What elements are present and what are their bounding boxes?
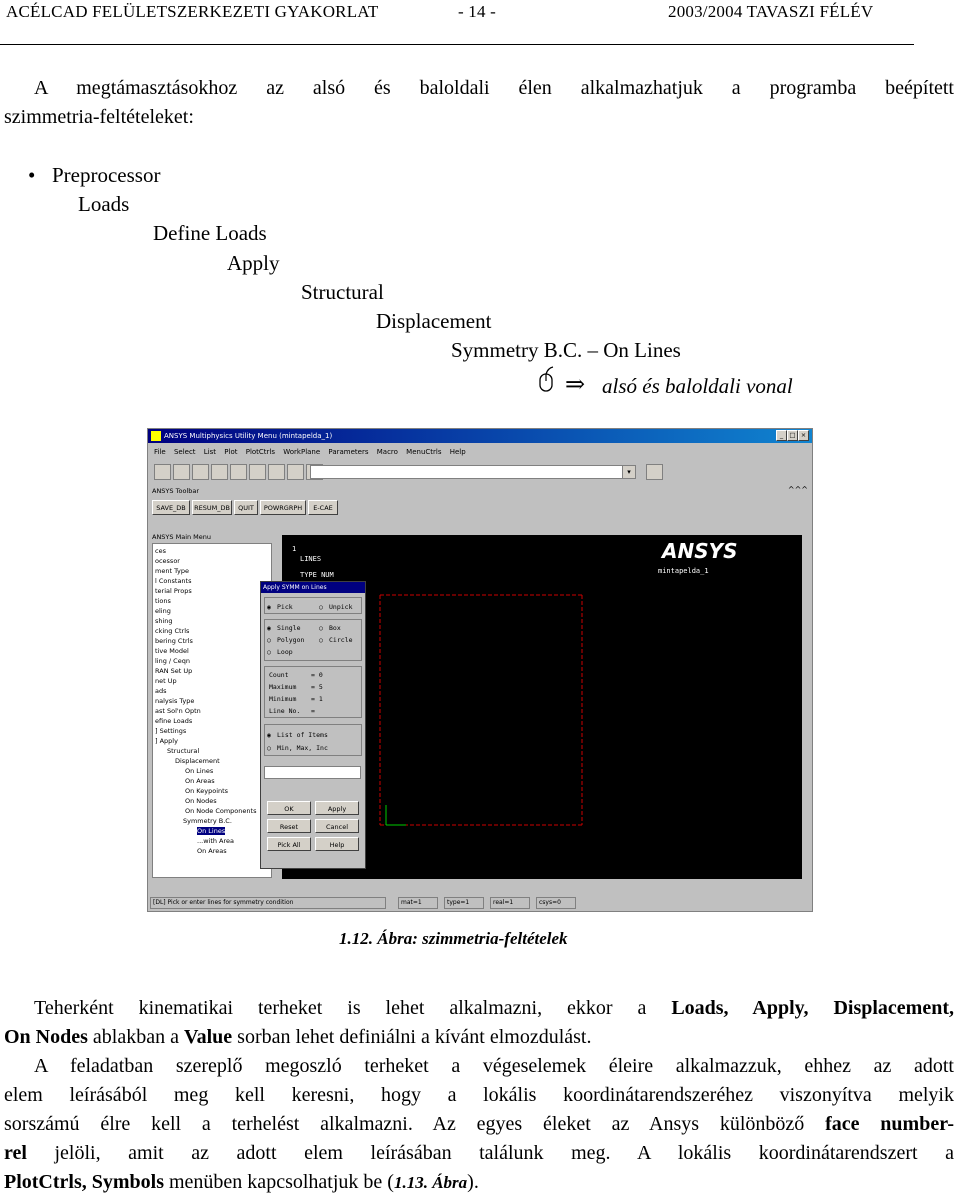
tree-item[interactable]: ling / Ceqn [155, 657, 190, 665]
tree-item[interactable]: ads [155, 687, 167, 695]
body-paragraph-2-line-1: A feladatban szereplő megoszló terheket a végeselemek éleire alkalmazzuk, ehhez az adott [34, 1055, 954, 1077]
tree-item[interactable]: ocessor [155, 557, 180, 565]
help-icon[interactable] [287, 464, 304, 480]
window-controls[interactable] [776, 430, 810, 441]
window-number: 1 [292, 545, 297, 553]
p2-l5a: PlotCtrls, Symbols [4, 1171, 164, 1193]
menu-path-structural: Structural [301, 280, 384, 304]
job-name: mintapelda_1 [658, 567, 709, 575]
circle-label[interactable]: Circle [329, 636, 353, 644]
menu-list[interactable]: List [203, 448, 217, 456]
ansys-logo: ANSYS [662, 539, 738, 563]
plot-label-lines: LINES [300, 555, 322, 563]
tree-item[interactable]: ces [155, 547, 166, 555]
menu-plot[interactable]: Plot [224, 448, 238, 456]
raise-hidden-icon[interactable] [646, 464, 663, 480]
tree-item[interactable]: ast Sol'n Optn [155, 707, 201, 715]
single-label[interactable]: Single [277, 624, 301, 632]
minimum-value: = 1 [311, 695, 323, 703]
tree-item[interactable]: eling [155, 607, 171, 615]
p2-l3a: sorszámú élre kell a terhelést alkalmazni. Az egyes éleket az Ansys különböző [4, 1113, 826, 1135]
header-right: 2003/2004 TAVASZI FÉLÉV [668, 2, 874, 21]
reset-button[interactable]: Reset [267, 819, 311, 833]
body-paragraph-2-line-3 [4, 1110, 954, 1139]
resum-db-button[interactable]: RESUM_DB [192, 500, 232, 515]
menu-file[interactable]: File [154, 448, 166, 456]
apply-button[interactable]: Apply [315, 801, 359, 815]
body-paragraph-1-line-1 [34, 994, 954, 1023]
menu-macro[interactable]: Macro [376, 448, 398, 456]
figure-caption-text: : szimmetria-feltételek [412, 929, 568, 948]
tree-item[interactable]: On Node Components [185, 807, 257, 815]
minimize-button[interactable]: _ [776, 430, 787, 441]
body-paragraph-2-line-4 [4, 1139, 954, 1168]
image-capture-icon[interactable] [249, 464, 266, 480]
header-rule [0, 44, 914, 45]
p2-l4b: jelöli, amit az adott elem leírásában találunk meg. A lokális koordinátarendszert a [26, 1142, 954, 1164]
p2-l3b: face number- [825, 1113, 954, 1135]
new-file-icon[interactable] [154, 464, 171, 480]
p1-c: On Nodes [4, 1026, 88, 1048]
tree-item[interactable]: On Areas [197, 847, 227, 855]
loop-radio-icon[interactable]: ○ [267, 648, 271, 656]
pick-entry-input[interactable] [264, 766, 361, 779]
tree-item[interactable]: ] Settings [155, 727, 187, 735]
loop-label[interactable]: Loop [277, 648, 293, 656]
unpick-radio-icon[interactable]: ○ [319, 603, 323, 611]
header-page-number: - 14 - [458, 2, 497, 21]
menu-path-symmetry: Symmetry B.C. – On Lines [451, 338, 681, 362]
powrgrph-button[interactable]: POWRGRPH [260, 500, 306, 515]
menu-path-pick-text: alsó és baloldali vonal [602, 374, 793, 398]
menu-select[interactable]: Select [173, 448, 196, 456]
tree-item[interactable]: tions [155, 597, 171, 605]
maximum-label: Maximum [269, 683, 297, 691]
maximum-value: = 5 [311, 683, 323, 691]
p2-l5d: ). [467, 1171, 479, 1193]
box-label[interactable]: Box [329, 624, 341, 632]
tree-item[interactable]: Structural [167, 747, 200, 755]
p1-a: Teherként kinematikai terheket is lehet alkalmazni, ekkor a [34, 997, 672, 1019]
menu-bullet: • [28, 163, 36, 187]
ansys-title-bar [148, 429, 812, 443]
hide-icon[interactable] [268, 464, 285, 480]
menu-help[interactable]: Help [449, 448, 466, 456]
count-value: = 0 [311, 671, 323, 679]
polygon-radio-icon[interactable]: ○ [267, 636, 271, 644]
p2-l4a: rel [4, 1142, 27, 1164]
menu-path-displacement: Displacement [376, 309, 492, 333]
mouse-icon [537, 366, 557, 394]
status-prompt: [DL] Pick or enter lines for symmetry condition [150, 897, 386, 909]
p2-l5c: 1.13. Ábra [393, 1173, 468, 1192]
polygon-label[interactable]: Polygon [277, 636, 305, 644]
status-type: type=1 [444, 897, 484, 909]
tree-item[interactable]: ] Apply [155, 737, 178, 745]
save-icon[interactable] [192, 464, 209, 480]
tree-item[interactable]: ...with Area [197, 837, 235, 845]
tree-item[interactable]: shing [155, 617, 173, 625]
intro-line-1: A megtámasztásokhoz az alsó és baloldali élen alkalmazhatjuk a programba beépített [34, 77, 954, 99]
ansys-app-icon [151, 431, 161, 441]
status-real: real=1 [490, 897, 530, 909]
p2-l5b: menüben kapcsolhatjuk be ( [164, 1171, 394, 1193]
ansys-window [147, 428, 813, 912]
pick-dialog-title: Apply SYMM on Lines [261, 582, 365, 593]
minimum-label: Minimum [269, 695, 297, 703]
print-icon[interactable] [230, 464, 247, 480]
menu-plotctrls[interactable]: PlotCtrls [245, 448, 276, 456]
body-paragraph-1-line-2 [4, 1023, 592, 1052]
ansys-title: ANSYS Multiphysics Utility Menu (mintapelda_1) [164, 432, 333, 440]
unpick-label[interactable]: Unpick [329, 603, 353, 611]
line-no-label: Line No. [269, 707, 301, 715]
body-paragraph-2-line-2: elem leírásából meg kell keresni, hogy a lokális koordinátarendszeréhez viszonyítva melyik [4, 1084, 954, 1106]
tree-item[interactable]: On Keypoints [185, 787, 229, 795]
ansys-menu-bar [148, 445, 812, 459]
help-button[interactable]: Help [315, 837, 359, 851]
save-db-button[interactable]: SAVE_DB [152, 500, 190, 515]
single-radio-icon[interactable]: ◉ [267, 624, 271, 632]
ok-button[interactable]: OK [267, 801, 311, 815]
status-mat: mat=1 [398, 897, 438, 909]
tree-item[interactable]: On Areas [185, 777, 215, 785]
tree-item[interactable]: cking Ctrls [155, 627, 190, 635]
close-button[interactable]: × [798, 430, 809, 441]
menu-path-define-loads: Define Loads [153, 221, 267, 245]
pick-dialog [260, 581, 366, 869]
tree-item[interactable]: Displacement [175, 757, 220, 765]
tree-item[interactable]: ment Type [155, 567, 189, 575]
toolbar-title: ANSYS Toolbar [152, 487, 200, 495]
open-file-icon[interactable] [173, 464, 190, 480]
menu-path-preprocessor: Preprocessor [52, 163, 161, 187]
plot-label-type: TYPE NUM [300, 571, 334, 579]
command-input[interactable] [310, 465, 636, 479]
min-max-inc-label[interactable]: Min, Max, Inc [277, 744, 328, 752]
tree-item[interactable]: RAN Set Up [155, 667, 193, 675]
quit-button[interactable]: QUIT [234, 500, 258, 515]
tree-item[interactable]: On Lines [185, 767, 214, 775]
figure-caption [339, 929, 568, 949]
intro-line-2: szimmetria-feltételeket: [4, 106, 194, 128]
status-csys: csys=0 [536, 897, 576, 909]
pick-label[interactable]: Pick [277, 603, 293, 611]
count-label: Count [269, 671, 289, 679]
cancel-button[interactable]: Cancel [315, 819, 359, 833]
pick-all-button[interactable]: Pick All [267, 837, 311, 851]
list-items-label[interactable]: List of Items [277, 731, 328, 739]
header-left: ACÉLCAD FELÜLETSZERKEZETI GYAKORLAT [6, 2, 379, 21]
command-dropdown-icon[interactable]: ▾ [622, 466, 635, 478]
menu-path-apply: Apply [227, 251, 280, 275]
menu-path-loads: Loads [78, 192, 130, 216]
pan-zoom-icon[interactable] [211, 464, 228, 480]
circle-radio-icon[interactable]: ○ [319, 636, 323, 644]
p1-f: sorban lehet definiálni a kívánt elmozdulást. [232, 1026, 592, 1048]
p1-d: ablakban a [87, 1026, 184, 1048]
tree-item[interactable]: tive Model [155, 647, 189, 655]
pick-radio-icon[interactable]: ◉ [267, 603, 271, 611]
toolbar-collapse-icon[interactable]: ^^^ [787, 485, 808, 494]
e-cae-button[interactable]: E-CAE [308, 500, 338, 515]
p1-e: Value [183, 1026, 233, 1048]
arrow-icon: ⇒ [565, 372, 586, 398]
list-items-radio-icon[interactable]: ◉ [267, 731, 271, 739]
min-max-inc-radio-icon[interactable]: ○ [267, 744, 271, 752]
tree-item[interactable]: On Nodes [185, 797, 217, 805]
tree-item[interactable]: bering Ctrls [155, 637, 193, 645]
line-no-value: = [311, 707, 315, 715]
menu-menuctrls[interactable]: MenuCtrls [406, 448, 442, 456]
figure-number: 1.12. Ábra [339, 929, 413, 948]
tree-item[interactable]: net Up [155, 677, 177, 685]
tree-item[interactable]: efine Loads [155, 717, 193, 725]
menu-workplane[interactable]: WorkPlane [283, 448, 321, 456]
tree-item[interactable]: Symmetry B.C. [183, 817, 232, 825]
tree-item[interactable]: l Constants [155, 577, 192, 585]
main-menu-tree[interactable] [152, 543, 272, 878]
maximize-button[interactable]: □ [787, 430, 798, 441]
p1-b: Loads, Apply, Displacement, [671, 997, 955, 1019]
tree-item-selected[interactable]: On Lines [197, 827, 226, 835]
tree-item[interactable]: nalysis Type [155, 697, 195, 705]
box-radio-icon[interactable]: ○ [319, 624, 323, 632]
body-paragraph-2-line-5 [4, 1168, 479, 1197]
main-menu-title: ANSYS Main Menu [152, 533, 212, 541]
menu-parameters[interactable]: Parameters [328, 448, 369, 456]
tree-item[interactable]: terial Props [155, 587, 192, 595]
